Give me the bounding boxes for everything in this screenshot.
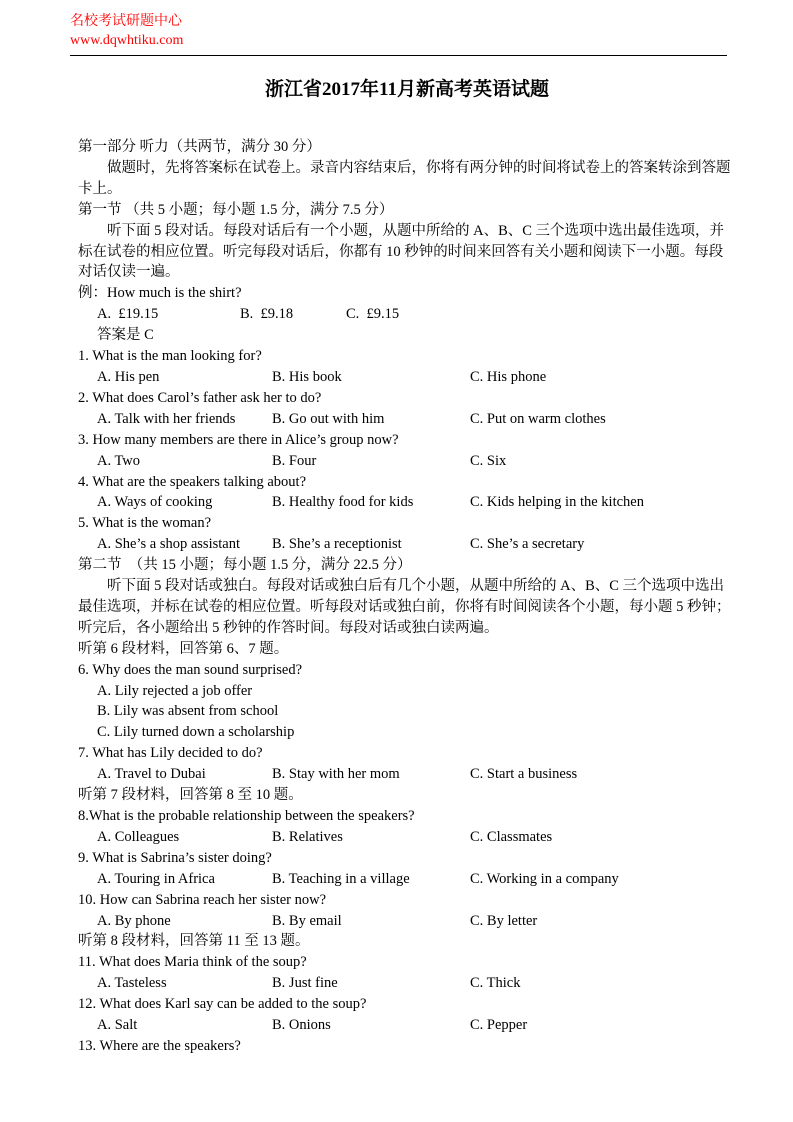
option-b: B. Just fine: [272, 975, 338, 992]
document-title: 浙江省2017年11月新高考英语试题: [265, 79, 549, 100]
document-content: [0, 76, 793, 1057]
question-12-text: 12. What does Karl say can be added to the soup?: [78, 996, 367, 1013]
question-3-options: [78, 451, 736, 472]
document-body: [78, 137, 736, 1057]
option-b: B. Go out with him: [272, 410, 385, 427]
part1-note: 做题时，先将答案标在试卷上。录音内容结束后，你将有两分钟的时间将试卷上的答案转涂到答题卡上。: [78, 159, 731, 197]
option-c: C. Classmates: [470, 828, 553, 845]
question-5-text: 5. What is the woman?: [78, 515, 212, 532]
question-1-options: [78, 367, 736, 388]
option-b: B. Teaching in a village: [272, 870, 410, 887]
material-7-note: 听第 7 段材料，回答第 8 至 10 题。: [78, 787, 303, 804]
question-10-text: 10. How can Sabrina reach her sister now?: [78, 891, 327, 908]
option-c: C. She’s a secretary: [470, 536, 585, 553]
option-a: A. Two: [97, 452, 141, 469]
site-url: www.dqwhtiku.com: [70, 33, 184, 48]
option-c: C. Kids helping in the kitchen: [470, 494, 644, 511]
question-2-text: 2. What does Carol’s father ask her to do?: [78, 389, 322, 406]
option-a: A. Salt: [97, 1017, 138, 1034]
example-option-a: A. £19.15: [97, 306, 159, 323]
option-a: A. Colleagues: [97, 828, 180, 845]
material-6-note: 听第 6 段材料，回答第 6、7 题。: [78, 640, 289, 657]
part1-heading: 第一部分 听力（共两节，满分 30 分）: [78, 139, 321, 155]
site-header: [0, 0, 793, 50]
option-b: B. Relatives: [272, 828, 343, 845]
question-4-text: 4. What are the speakers talking about?: [78, 473, 307, 490]
question-8-text: 8.What is the probable relationship between the speakers?: [78, 808, 415, 824]
question-11-options: [78, 973, 736, 994]
section1-instructions: 听下面 5 段对话。每段对话后有一个小题，从题中所给的 A、B、C 三个选项中选出最佳选项，并标在试卷的相应位置。听完每段对话后，你都有 10 秒钟的时间来回答有关小题和阅读下一小题。每段对话仅读一遍。: [78, 222, 725, 281]
example-option-b: B. £9.18: [240, 306, 294, 323]
question-8-options: [78, 827, 736, 848]
question-7-text: 7. What has Lily decided to do?: [78, 745, 263, 762]
question-11-text: 11. What does Maria think of the soup?: [78, 954, 307, 971]
option-c: C. By letter: [470, 912, 538, 929]
option-a: A. Ways of cooking: [97, 494, 213, 511]
option-c: C. Working in a company: [470, 870, 619, 887]
question-6-option-a: A. Lily rejected a job offer: [97, 682, 253, 699]
question-10-options: [78, 911, 736, 932]
option-b: B. Four: [272, 452, 317, 469]
option-c: C. Six: [470, 452, 507, 469]
option-a: A. Talk with her friends: [97, 410, 236, 427]
material-8-note: 听第 8 段材料，回答第 11 至 13 题。: [78, 933, 310, 950]
option-b: B. Healthy food for kids: [272, 494, 414, 511]
question-9-options: [78, 869, 736, 890]
section2-instructions: 听下面 5 段对话或独白。每段对话或独白后有几个小题，从题中所给的 A、B、C 三个选项中选出最佳选项，并标在试卷的相应位置。听每段对话或独白前，你将有时间阅读各个小题，每小题 5 秒钟；听完后，各小题给出 5 秒钟的作答时间。每段对话或独白读两遍。: [78, 578, 731, 636]
example-answer: 答案是 C: [97, 327, 154, 344]
question-6-option-c: C. Lily turned down a scholarship: [97, 724, 295, 741]
example-question-text: 例：How much is the shirt?: [78, 285, 242, 302]
option-c: C. Thick: [470, 975, 521, 992]
section2-heading: 第二节 （共 15 小题；每小题 1.5 分，满分 22.5 分）: [78, 557, 412, 574]
question-6-text: 6. Why does the man sound surprised?: [78, 661, 303, 678]
option-b: B. Onions: [272, 1017, 331, 1034]
option-b: B. She’s a receptionist: [272, 536, 402, 553]
question-12-options: [78, 1015, 736, 1036]
question-9-text: 9. What is Sabrina’s sister doing?: [78, 849, 272, 866]
question-3-text: 3. How many members are there in Alice’s group now?: [78, 431, 399, 448]
option-b: B. By email: [272, 912, 342, 929]
question-4-options: [78, 492, 736, 513]
option-a: A. Touring in Africa: [97, 870, 215, 887]
header-divider: [70, 55, 727, 56]
option-a: A. His pen: [97, 368, 160, 385]
example-option-c: C. £9.15: [346, 306, 400, 323]
option-a: A. By phone: [97, 912, 171, 929]
option-c: C. Pepper: [470, 1017, 528, 1034]
question-1-text: 1. What is the man looking for?: [78, 348, 262, 365]
option-a: A. Travel to Dubai: [97, 766, 206, 783]
question-7-options: [78, 764, 736, 785]
question-2-options: [78, 409, 736, 430]
option-c: C. Start a business: [470, 766, 578, 783]
question-13-text: 13. Where are the speakers?: [78, 1037, 241, 1054]
example-options: [78, 304, 736, 325]
option-c: C. Put on warm clothes: [470, 410, 606, 427]
option-c: C. His phone: [470, 368, 547, 385]
site-name: 名校考试研题中心: [70, 14, 182, 29]
question-5-options: [78, 534, 736, 555]
question-6-option-b: B. Lily was absent from school: [97, 703, 279, 720]
option-a: A. Tasteless: [97, 975, 167, 992]
option-b: B. His book: [272, 368, 342, 385]
option-b: B. Stay with her mom: [272, 766, 400, 783]
section1-heading: 第一节 （共 5 小题；每小题 1.5 分，满分 7.5 分）: [78, 201, 394, 218]
option-a: A. She’s a shop assistant: [97, 536, 240, 553]
